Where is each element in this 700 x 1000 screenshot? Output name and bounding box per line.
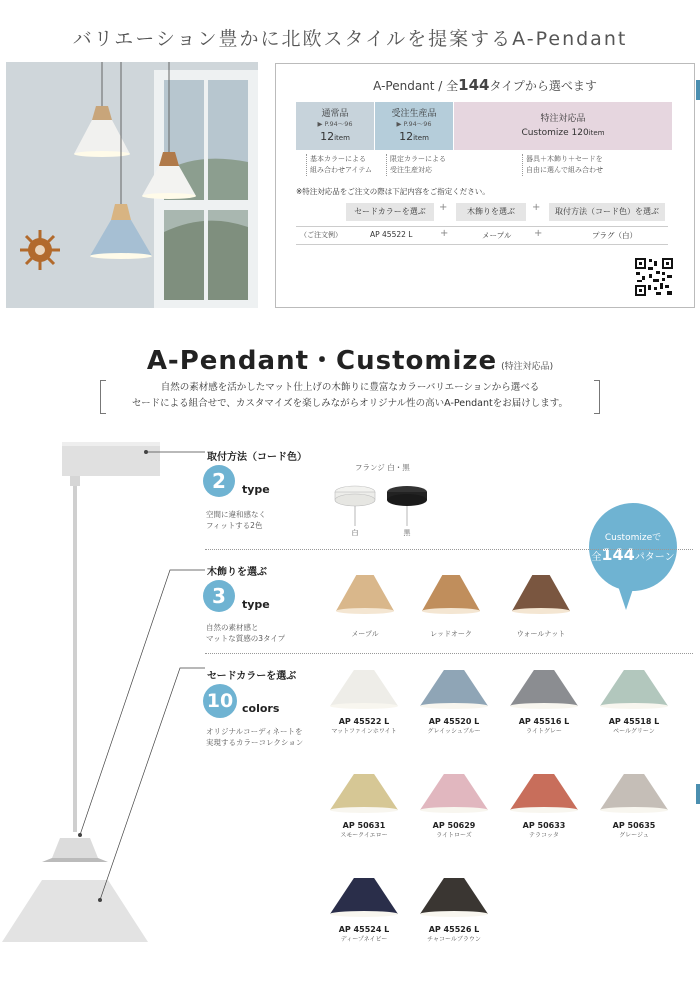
shade-description (206, 726, 303, 748)
shade-swatch (508, 772, 580, 816)
shade-swatch (328, 668, 400, 712)
flange-black-label: 黒 (403, 529, 411, 537)
edge-tab-2 (696, 784, 700, 804)
wood-option[interactable] (510, 573, 572, 639)
edge-tab-1 (696, 80, 700, 100)
range-heading-suffix: タイプから選べます (489, 79, 597, 93)
shade-option[interactable] (328, 772, 400, 839)
wood-option-label: レッドオーク (430, 630, 472, 638)
col-custom (454, 102, 672, 150)
col-standard-note-1: 基本カラーによる (310, 155, 366, 163)
col-standard-count (296, 130, 374, 143)
shade-desc-2: 実現するカラーコレクション (206, 738, 304, 747)
shade-code: AP 50633 (522, 821, 566, 830)
order-example-wood: メープル (482, 231, 512, 240)
shade-code: AP 50635 (612, 821, 656, 830)
mounting-count-badge: 2 (203, 465, 235, 497)
flange-white-label: 白 (351, 529, 359, 537)
shade-swatch (598, 772, 670, 816)
shade-option[interactable] (418, 876, 490, 943)
plus-sign-2: + (532, 202, 541, 213)
description-line-1: 自然の素材感を活かしたマット仕上げの木飾りに豊富なカラーバリエーションから選べる (160, 382, 540, 393)
col-custom-count-unit: item (588, 129, 605, 137)
shade-code: AP 45516 L (518, 717, 570, 726)
mounting-heading: 取付方法（コード色） (207, 452, 307, 463)
col-custom-note-1: 器具＋木飾り＋セードを (526, 155, 603, 163)
shade-code: AP 45522 L (338, 717, 390, 726)
shade-color-name: チャコールブラウン (427, 936, 481, 943)
select-wood-pill: 木飾りを選ぶ (456, 203, 526, 221)
shade-color-name: グレージュ (619, 832, 649, 839)
badge-line-1: Customizeで (604, 533, 662, 543)
wood-swatch (510, 573, 572, 617)
shade-color-name: ペールグリーン (613, 728, 655, 735)
col-custom-count-text: Customize 120 (521, 128, 589, 138)
shade-swatch (598, 668, 670, 712)
col-standard-count-num: 12 (320, 130, 335, 143)
shade-heading: セードカラーを選ぶ (207, 671, 297, 682)
wood-option[interactable] (420, 573, 482, 639)
col-custom-note (522, 154, 603, 176)
special-order-note: ※特注対応品をご注文の際は下記内容をご指定ください。 (296, 187, 490, 196)
customize-title-text: A-Pendant・Customize (146, 346, 498, 376)
order-example-mounting: プラグ（白） (592, 231, 637, 240)
select-shade-pill: セードカラーを選ぶ (346, 203, 434, 221)
order-example-label: （ご注文例） (300, 231, 342, 239)
flange-label: フランジ 白・黒 (355, 463, 410, 472)
shade-color-name: マットファインホワイト (331, 728, 397, 735)
col-standard (296, 102, 374, 150)
plus-sign-3: + (440, 228, 449, 239)
mounting-desc-1: 空間に違和感なく (206, 510, 266, 519)
product-range-box (275, 63, 695, 308)
col-standard-name: 通常品 (321, 109, 349, 119)
shade-option[interactable] (598, 772, 670, 839)
badge-line-2-prefix: 全 (591, 552, 602, 563)
wood-option-label: メープル (351, 630, 379, 638)
pendant-diagram (0, 430, 210, 960)
col-custom-note-2: 自由に選んで組み合わせ (526, 166, 603, 174)
customize-title (0, 340, 700, 377)
shade-option[interactable] (598, 668, 670, 735)
wood-desc-1: 自然の素材感と (206, 623, 259, 632)
shade-swatch (328, 876, 400, 920)
qr-code-icon[interactable] (634, 257, 674, 297)
shade-swatch (418, 772, 490, 816)
col-made-to-order-note (386, 154, 446, 176)
shade-option[interactable] (508, 668, 580, 735)
shade-color-name: スモークイエロー (340, 832, 388, 839)
col-standard-count-unit: item (334, 134, 350, 142)
shade-count-badge: 10 (203, 684, 237, 718)
shade-swatch (418, 876, 490, 920)
bracket-right (594, 380, 600, 414)
col-standard-note-2: 組み合わせアイテム (310, 166, 373, 174)
shade-color-name: テラコッタ (529, 832, 559, 839)
shade-color-name: グレイッシュブルー (427, 728, 481, 735)
shade-swatch (418, 668, 490, 712)
col-made-to-order-count-unit: item (413, 134, 429, 142)
page-title: バリエーション豊かに北欧スタイルを提案するA-Pendant (72, 28, 628, 50)
mounting-desc-2: フィットする2色 (206, 521, 263, 530)
customize-description (100, 380, 600, 414)
wood-count-badge: 3 (203, 580, 235, 612)
col-standard-note (306, 154, 372, 176)
pendant-photo (6, 62, 258, 308)
wood-heading: 木飾りを選ぶ (207, 567, 267, 578)
customize-title-note: (特注対応品) (501, 362, 554, 372)
shade-code: AP 45518 L (608, 717, 660, 726)
customize-badge (588, 530, 678, 564)
mounting-description (206, 509, 266, 531)
wood-swatch (420, 573, 482, 617)
shade-option[interactable] (418, 772, 490, 839)
col-made-to-order-pages: ▶ P.94〜96 (396, 120, 432, 128)
badge-line-2-num: 144 (601, 545, 635, 564)
range-heading-prefix: A-Pendant / 全 (373, 79, 459, 93)
shade-color-name: ライトローズ (436, 832, 472, 839)
shade-code: AP 45520 L (428, 717, 480, 726)
select-mounting-pill: 取付方法（コード色）を選ぶ (549, 203, 665, 221)
wood-description (206, 622, 285, 644)
bracket-left (100, 380, 106, 414)
shade-code: AP 45524 L (338, 925, 390, 934)
shade-code: AP 45526 L (428, 925, 480, 934)
shade-color-name: ディープネイビー (340, 936, 388, 943)
col-made-to-order-count (375, 130, 453, 143)
shade-desc-1: オリジナルコーディネートを (206, 727, 303, 736)
divider-2 (205, 653, 693, 654)
description-line-2: セードによる組合せで、カスタマイズを楽しみながらオリジナル性の高いA-Pendantをお届けします。 (132, 398, 568, 409)
shade-option[interactable] (328, 876, 400, 943)
col-made-to-order (375, 102, 453, 150)
col-made-to-order-note-2: 受注生産対応 (390, 166, 432, 174)
shade-code: AP 50629 (432, 821, 476, 830)
wood-count-unit: type (242, 598, 270, 611)
col-made-to-order-name: 受注生産品 (391, 109, 437, 119)
col-custom-count (454, 128, 672, 138)
wood-swatch (334, 573, 396, 617)
range-heading-number: 144 (458, 76, 490, 94)
plus-sign-1: + (439, 202, 448, 213)
col-made-to-order-count-num: 12 (399, 130, 414, 143)
pendant-photo-illustration (6, 62, 258, 308)
wood-desc-2: マットな質感の3タイプ (206, 634, 286, 643)
shade-option[interactable] (418, 668, 490, 735)
badge-line-2-suffix: パターン (634, 552, 675, 563)
col-made-to-order-note-1: 限定カラーによる (390, 155, 446, 163)
range-heading (276, 76, 694, 94)
shade-color-name: ライトグレー (526, 728, 562, 735)
flange-options (330, 474, 440, 534)
wood-option-label: ウォールナット (516, 630, 566, 638)
shade-count-unit: colors (242, 702, 280, 715)
plus-sign-4: + (534, 228, 543, 239)
order-example-row (296, 226, 668, 245)
col-standard-pages: ▶ P.94〜96 (317, 120, 353, 128)
order-example-shade: AP 45522 L (370, 230, 413, 239)
shade-swatch (328, 772, 400, 816)
badge-line-2 (588, 545, 678, 564)
divider-1 (205, 549, 693, 550)
shade-option[interactable] (328, 668, 400, 735)
mounting-count-unit: type (242, 483, 270, 496)
col-custom-name: 特注対応品 (540, 114, 586, 124)
shade-code: AP 50631 (342, 821, 386, 830)
wood-option[interactable] (334, 573, 396, 639)
shade-swatch (508, 668, 580, 712)
shade-option[interactable] (508, 772, 580, 839)
